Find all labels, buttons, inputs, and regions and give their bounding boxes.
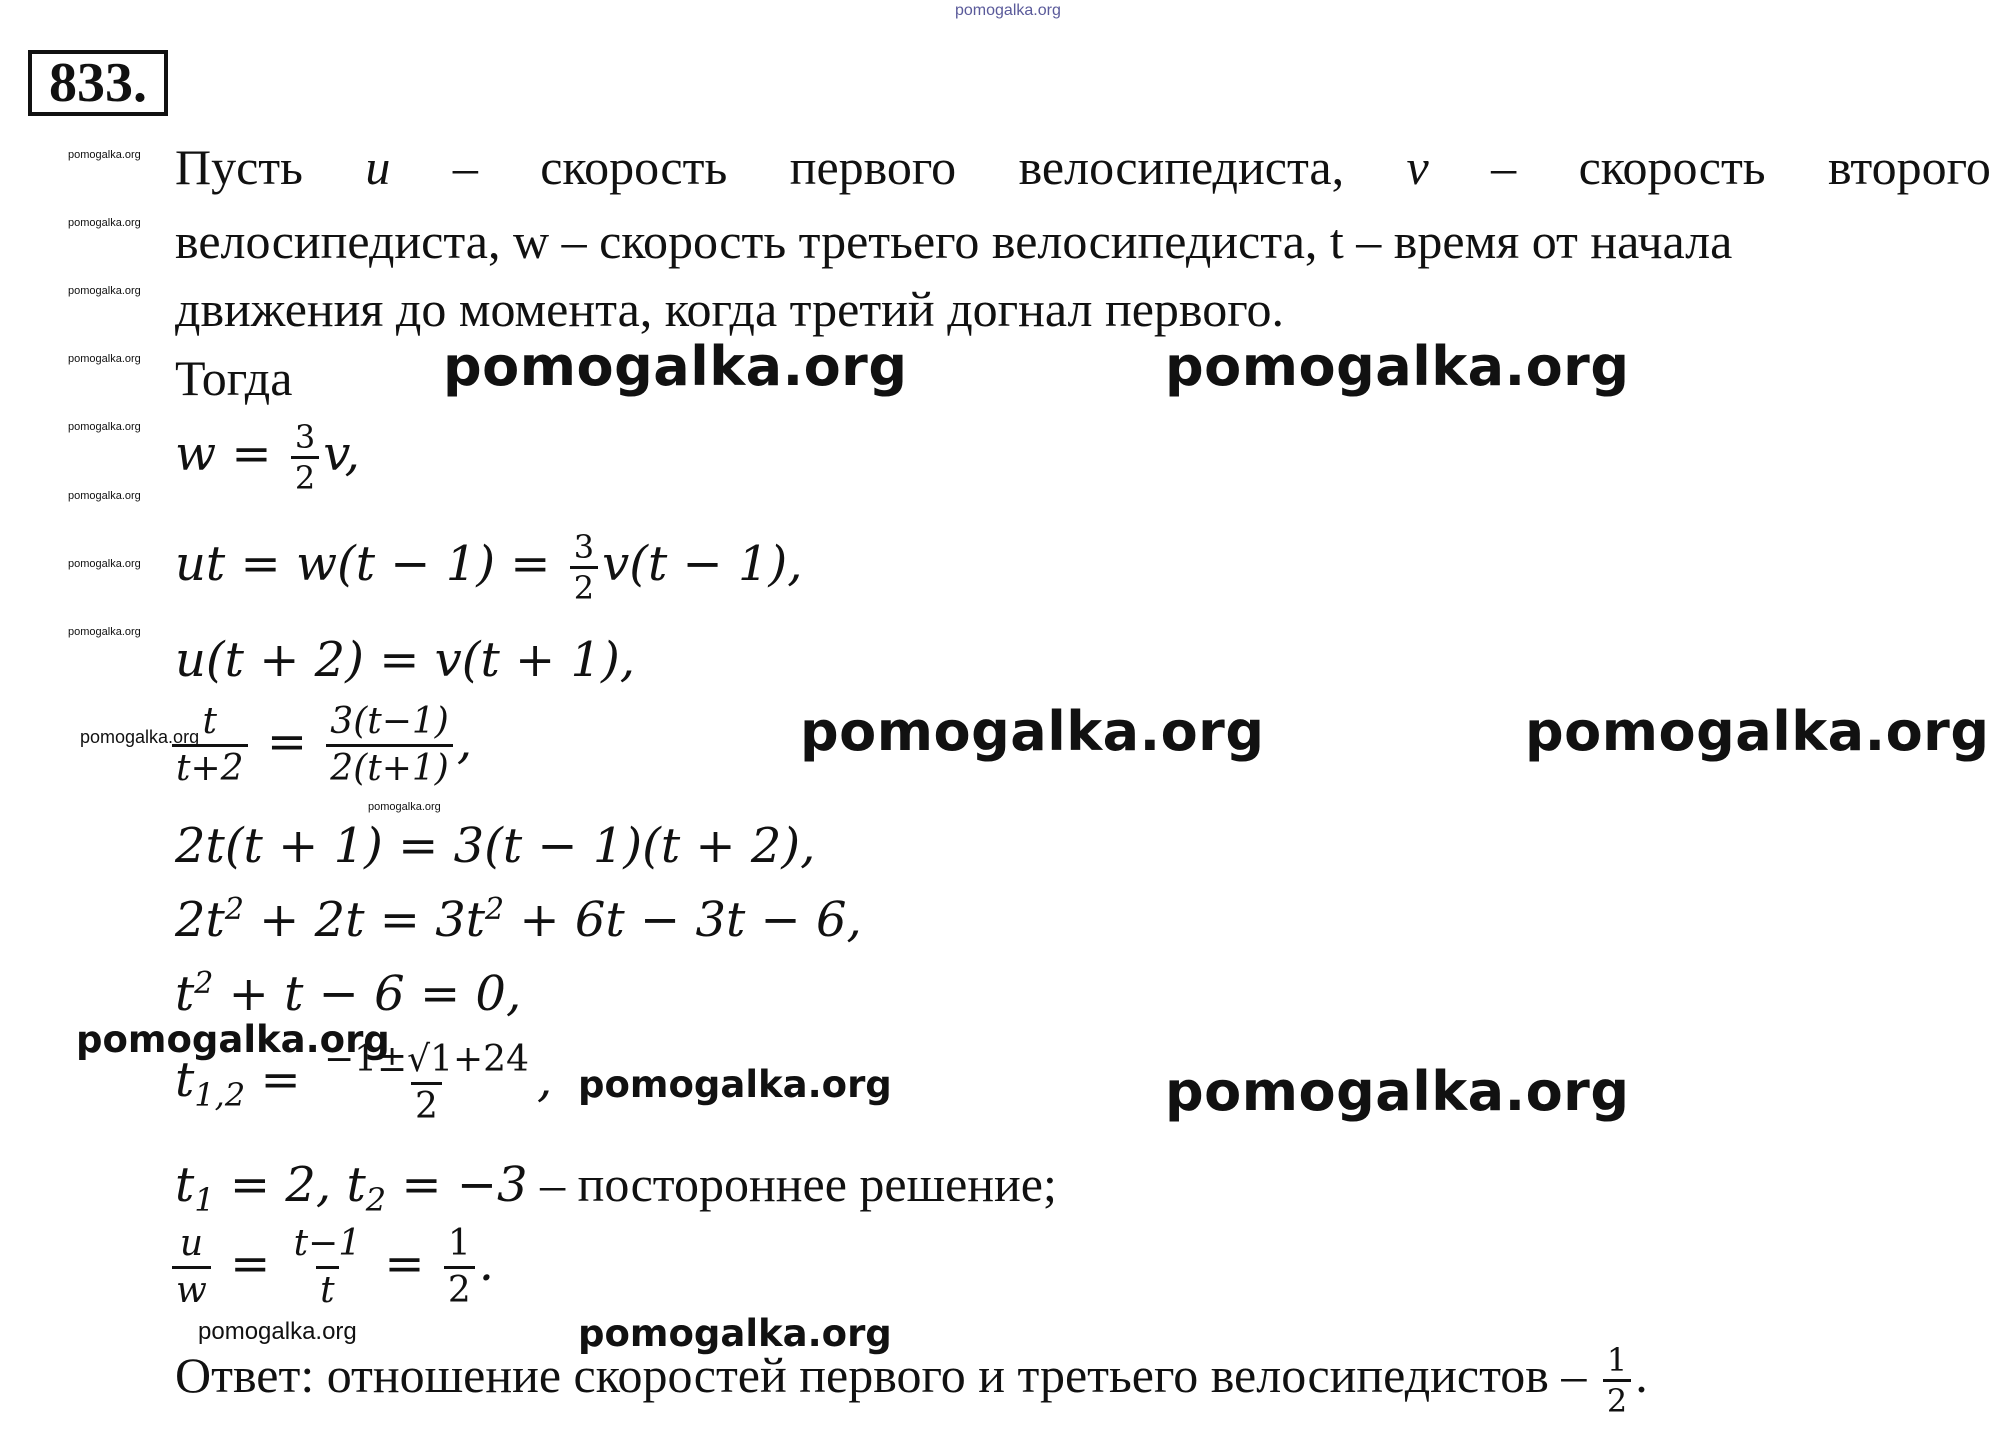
eq-text: v,	[323, 426, 360, 482]
denominator: w	[172, 1266, 211, 1313]
fraction	[570, 528, 598, 607]
watermark-small: pomogalka.org	[80, 727, 200, 747]
fraction	[444, 1222, 475, 1313]
equation-2	[175, 528, 803, 607]
paragraph-line-4: Тогда	[175, 350, 293, 406]
denominator: 2	[444, 1266, 475, 1313]
numerator: t	[202, 701, 217, 742]
watermark-top: pomogalka.org	[955, 2, 1061, 19]
var-u: u	[365, 139, 391, 195]
numerator: 1	[447, 1223, 471, 1264]
exponent: 2	[194, 966, 214, 1001]
eq-text: =	[384, 1236, 425, 1292]
watermark-large: pomogalka.org	[1165, 335, 1630, 398]
denominator: 2	[291, 456, 319, 497]
eq-note: – постороннее решение;	[527, 1156, 1057, 1212]
watermark-large: pomogalka.org	[1165, 1060, 1630, 1123]
watermark-margin: pomogalka.org	[68, 626, 141, 638]
dash: –	[1491, 139, 1517, 195]
answer-text: Ответ: отношение скоростей первого и третьего велосипедистов –	[175, 1347, 1587, 1403]
fraction	[320, 1038, 533, 1129]
eq-text: =	[230, 1236, 271, 1292]
numerator: 3(t−1)	[330, 701, 449, 742]
eq-text: + t − 6 = 0,	[213, 966, 522, 1022]
watermark-margin: pomogalka.org	[68, 421, 141, 433]
watermark-margin: pomogalka.org	[68, 149, 141, 161]
denominator: 2(t+1)	[326, 744, 453, 791]
numerator: 3	[573, 528, 595, 566]
eq-text: 2t	[175, 892, 225, 948]
eq-text: ,	[456, 714, 473, 770]
watermark-large: pomogalka.org	[800, 700, 1265, 763]
answer-tail: .	[1635, 1347, 1648, 1403]
eq-text: ut = w(t − 1) =	[175, 536, 551, 592]
var-v: v	[1406, 139, 1429, 195]
word: первого	[789, 139, 957, 195]
watermark-medium: pomogalka.org	[578, 1312, 892, 1355]
numerator: −1±√1+24	[323, 1039, 529, 1080]
numerator: u	[179, 1223, 203, 1264]
denominator: t	[316, 1266, 338, 1313]
fraction	[1603, 1341, 1631, 1420]
watermark-margin: pomogalka.org	[68, 217, 141, 229]
eq-text: v(t − 1),	[602, 536, 803, 592]
eq-text: = −3	[386, 1157, 528, 1213]
subscript: 1	[194, 1181, 215, 1219]
dash: –	[452, 139, 478, 195]
word: велосипедиста,	[1018, 139, 1345, 195]
eq-text: ,	[537, 1052, 553, 1108]
watermark-margin: pomogalka.org	[68, 558, 141, 570]
denominator: 2	[411, 1082, 442, 1129]
watermark-margin: pomogalka.org	[68, 490, 141, 502]
eq-text: + 2t = 3t	[243, 892, 486, 948]
subscript: 1,2	[194, 1076, 246, 1114]
equation-3: u(t + 2) = v(t + 1),	[175, 632, 636, 688]
equation-9	[175, 1155, 1057, 1219]
eq-text: + 6t − 3t − 6,	[504, 892, 862, 948]
answer-line	[175, 1340, 1648, 1420]
equation-7	[175, 966, 521, 1022]
watermark-tiny: pomogalka.org	[368, 801, 441, 813]
watermark-large: pomogalka.org	[443, 335, 908, 398]
problem-number: 833.	[28, 50, 168, 116]
equation-8	[175, 1038, 552, 1129]
watermark-large: pomogalka.org	[1525, 700, 1990, 763]
fraction	[172, 1222, 211, 1313]
paragraph-line-2: велосипедиста, w – скорость третьего велосипедиста, t – время от начала	[175, 213, 1733, 269]
numerator: t−1	[293, 1223, 362, 1264]
fraction	[172, 700, 248, 791]
eq-text: = 2, t	[214, 1157, 366, 1213]
eq-text: t	[175, 966, 195, 1022]
word: Пусть	[175, 139, 303, 195]
word: второго	[1828, 139, 1991, 195]
subscript: 2	[365, 1181, 387, 1219]
eq-text: t	[175, 1157, 195, 1213]
watermark-margin: pomogalka.org	[68, 285, 141, 297]
numerator: 1	[1606, 1341, 1628, 1380]
word: скорость	[540, 139, 728, 195]
watermark-margin: pomogalka.org	[68, 353, 141, 365]
equation-6	[175, 892, 862, 948]
equation-10	[168, 1222, 494, 1313]
denominator: 2	[570, 566, 598, 607]
watermark-medium: pomogalka.org	[76, 1018, 390, 1061]
denominator: 2	[1603, 1379, 1631, 1420]
watermark-small: pomogalka.org	[198, 1318, 357, 1345]
equation-4	[168, 700, 472, 791]
eq-text: .	[478, 1236, 495, 1292]
eq-text: w =	[175, 426, 272, 482]
eq-text: t	[175, 1052, 195, 1108]
watermark-medium: pomogalka.org	[578, 1063, 892, 1106]
equation-1	[175, 418, 360, 497]
eq-text: =	[266, 714, 308, 770]
paragraph-line-3: движения до момента, когда третий догнал первого.	[175, 281, 1284, 337]
equation-5: 2t(t + 1) = 3(t − 1)(t + 2),	[175, 818, 816, 874]
fraction	[290, 1222, 366, 1313]
numerator: 3	[294, 418, 316, 456]
denominator: t+2	[172, 744, 248, 791]
fraction	[291, 418, 319, 497]
exponent: 2	[485, 892, 505, 927]
fraction	[326, 700, 453, 791]
exponent: 2	[224, 892, 244, 927]
paragraph-line-1	[175, 138, 1991, 196]
word: скорость	[1578, 139, 1766, 195]
eq-text: =	[245, 1052, 301, 1108]
